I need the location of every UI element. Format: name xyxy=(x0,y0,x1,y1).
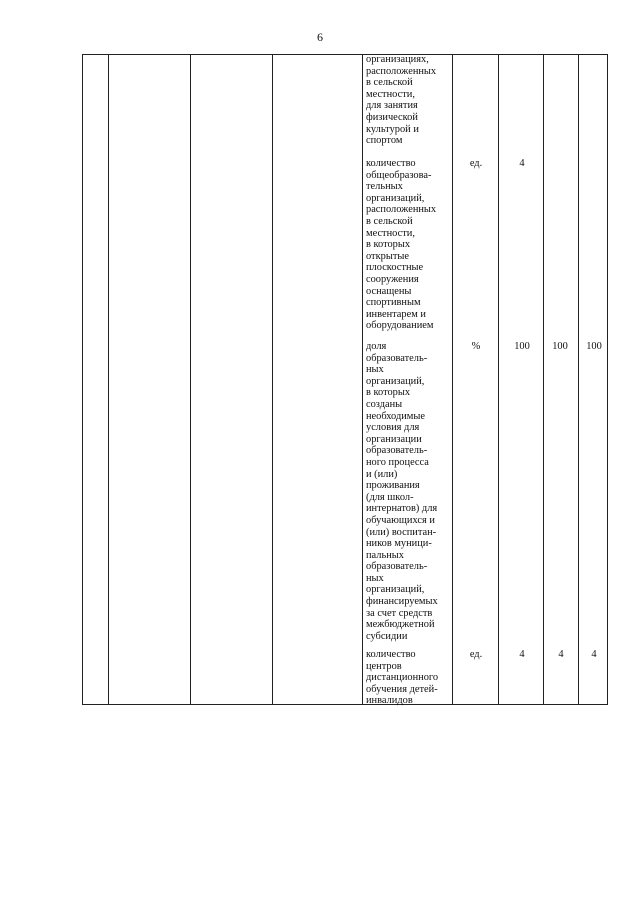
value-cell: 100 xyxy=(514,341,530,352)
value-cell: 4 xyxy=(519,649,525,660)
value-cell: 100 xyxy=(586,341,602,352)
column-border xyxy=(578,54,579,705)
value-cell: 4 xyxy=(558,649,564,660)
indicator-cell: количество центров дистанционного обучения детей- инвалидов xyxy=(366,649,439,707)
unit-cell: ед. xyxy=(469,158,483,169)
unit-cell: % xyxy=(471,341,481,352)
column-border xyxy=(498,54,499,705)
indicator-cell: организациях, расположенных в сельской местности, для занятия физической культурой и спортом xyxy=(366,54,437,147)
column-border xyxy=(272,54,273,705)
value-cell: 4 xyxy=(519,158,525,169)
table-top-border xyxy=(82,54,608,55)
table-bottom-border xyxy=(82,704,608,705)
value-cell: 4 xyxy=(591,649,597,660)
value-cell: 100 xyxy=(552,341,568,352)
unit-cell: ед. xyxy=(469,649,483,660)
indicator-cell: количество общеобразова- тельных организаций, расположенных в сельской местности, в которых открытые плоскостные сооружения оснащены спортивным инвентарем и оборудованием xyxy=(366,158,437,332)
column-border xyxy=(190,54,191,705)
column-border xyxy=(82,54,83,705)
column-border xyxy=(362,54,363,705)
page-number: 6 xyxy=(317,30,323,44)
column-border xyxy=(543,54,544,705)
column-border xyxy=(607,54,608,705)
indicator-table xyxy=(82,54,608,705)
indicator-cell: доля образователь- ных организаций, в которых созданы необходимые условия для организации образователь- ного процесса и (или) проживания (для школ- интернатов) для обучающихся и (или) воспитан- ников муници- пальных образователь- ных организаций, финансируемых за счет средств межбюджетной субсидии xyxy=(366,341,438,642)
column-border xyxy=(108,54,109,705)
